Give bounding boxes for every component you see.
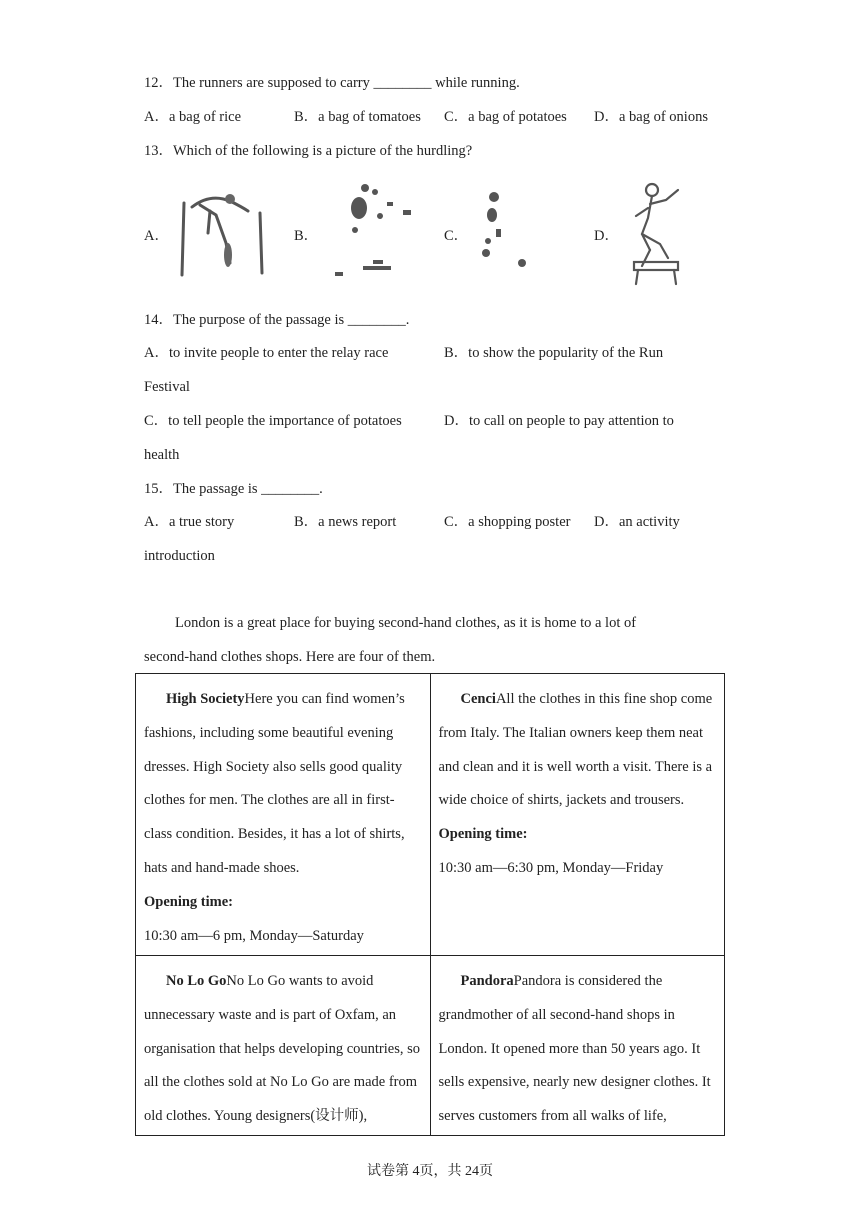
scattered-figure-sketch-icon <box>325 180 420 280</box>
shop-description: All the clothes in this fine shop come from Italy. The Italian owners keep them neat and clean and it is well worth a visit. There is a wide choice of shirts, jackets and trousers. <box>438 691 713 809</box>
q12-option-d: D．a bag of onions <box>594 109 708 125</box>
q15-option-c: C．a shopping poster <box>444 514 571 530</box>
table-row <box>136 674 725 956</box>
q12-option-b: B．a bag of tomatoes <box>294 109 421 125</box>
q15-option-b: B．a news report <box>294 514 397 530</box>
shops-table <box>135 673 725 1136</box>
shop-description: No Lo Go wants to avoid unnecessary waste and is part of Oxfam, an organisation that helps developing countries, so all the clothes sold at No Lo Go are made from old clothes. Young designers(设计师), <box>144 973 420 1125</box>
shop-name: Cenci <box>460 691 496 707</box>
q13-label-a: A． <box>144 228 169 244</box>
q14-option-a: A．to invite people to enter the relay race <box>144 345 389 361</box>
opening-hours: 10:30 am—6:30 pm, Monday—Friday <box>438 859 664 876</box>
q14-option-d: D．to call on people to pay attention to <box>444 413 674 429</box>
q13-label-c: C． <box>444 228 469 244</box>
q14-option-d-continued: health <box>144 447 180 463</box>
q14-option-b-continued: Festival <box>144 379 190 395</box>
question-13-stem: 13．Which of the following is a picture of the hurdling? <box>144 143 473 159</box>
table-row <box>136 956 725 1136</box>
q15-option-a: A．a true story <box>144 514 235 530</box>
shop-cell-pandora <box>430 956 725 1136</box>
q15-option-d-continued: introduction <box>144 548 215 564</box>
page-footer: 试卷第 4页，共 24页 <box>367 1164 493 1179</box>
shop-name: High Society <box>166 691 245 707</box>
shop-cell-high-society <box>136 674 431 956</box>
q14-option-b: B．to show the popularity of the Run <box>444 345 664 361</box>
question-14-stem: 14．The purpose of the passage is ________. <box>144 312 410 328</box>
opening-time-label: Opening time: <box>438 826 528 843</box>
passage-intro-line-2: second-hand clothes shops. Here are four of them. <box>144 649 436 665</box>
opening-time-label: Opening time: <box>144 893 234 910</box>
shop-name: No Lo Go <box>166 973 227 989</box>
shop-description: Here you can find women’s fashions, including some beautiful evening dresses. High Society also sells good quality clothes for men. The clothes are all in first-class condition. Besides, it has a lot of shirts, hats and hand-made shoes. <box>144 691 405 876</box>
shop-name: Pandora <box>460 973 514 989</box>
shop-cell-no-lo-go <box>136 956 431 1136</box>
sprinting-figure-sketch-icon <box>478 185 533 275</box>
question-12-stem: 12．The runners are supposed to carry ________ while running. <box>144 75 520 91</box>
high-jump-sketch-icon <box>170 185 270 280</box>
q14-option-c: C．to tell people the importance of potatoes <box>144 413 402 429</box>
q12-option-c: C．a bag of potatoes <box>444 109 567 125</box>
shop-cell-cenci <box>430 674 725 956</box>
shop-description: Pandora is considered the grandmother of all second-hand shops in London. It opened more than 50 years ago. It sells expensive, nearly new designer clothes. It serves customers from all walks of life, <box>438 973 711 1125</box>
figure-over-hurdle-sketch-icon <box>620 178 695 293</box>
q13-label-d: D． <box>594 228 619 244</box>
passage-intro-line-1: London is a great place for buying second-hand clothes, as it is home to a lot of <box>175 615 637 631</box>
q13-label-b: B． <box>294 228 319 244</box>
question-15-stem: 15．The passage is ________. <box>144 481 323 497</box>
q15-option-d: D．an activity <box>594 514 680 530</box>
opening-hours: 10:30 am—6 pm, Monday—Saturday <box>144 927 364 944</box>
q12-option-a: A．a bag of rice <box>144 109 242 125</box>
